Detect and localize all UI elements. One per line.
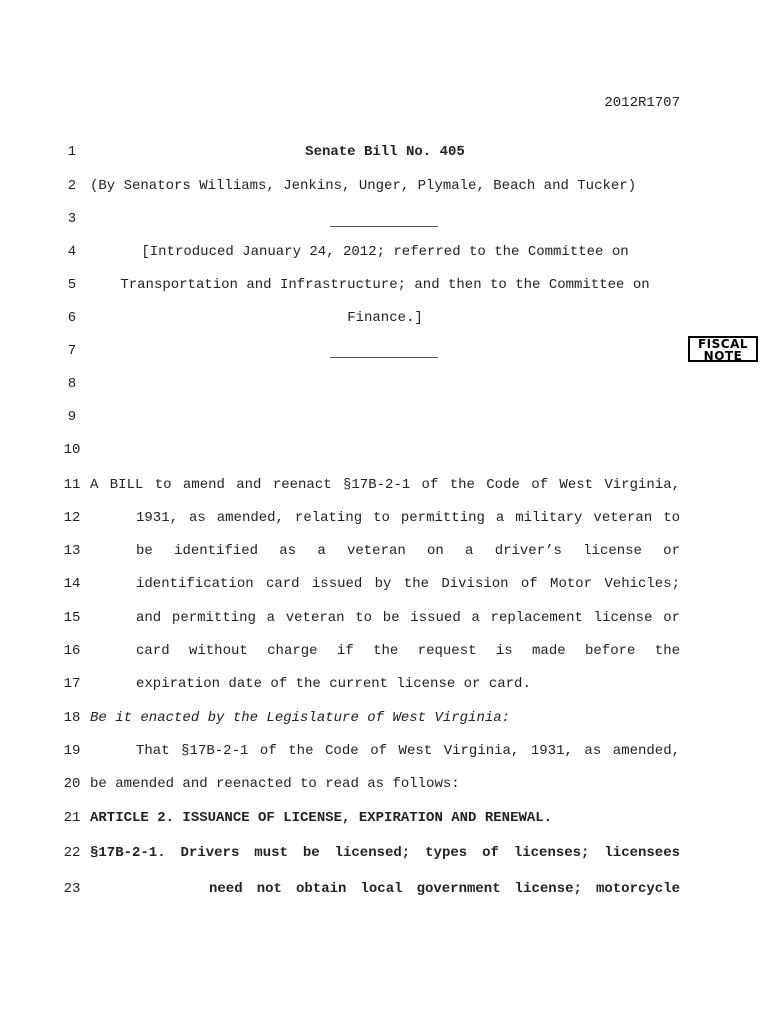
line-number: 3 — [67, 211, 77, 227]
line-number: 18 — [63, 710, 81, 726]
line-number: 8 — [67, 376, 77, 392]
line-number: 7 — [67, 343, 77, 359]
fiscal-note-line1: FISCAL — [697, 337, 749, 351]
line-number: 20 — [63, 776, 81, 792]
line-number: 13 — [63, 543, 81, 559]
divider-bottom — [330, 357, 438, 358]
section-heading-line: need not obtain local government license; motorcycle — [209, 881, 680, 897]
section-heading-line: §17B-2-1. Drivers must be licensed; types of licenses; licensees — [90, 845, 680, 861]
bill-text-line: card without charge if the request is made before the — [136, 643, 680, 659]
amendment-text-line: be amended and reenacted to read as follows: — [90, 776, 460, 792]
sponsors: (By Senators Williams, Jenkins, Unger, Plymale, Beach and Tucker) — [90, 178, 637, 194]
introduced-line: Finance.] — [347, 310, 423, 326]
line-number: 1 — [67, 144, 77, 160]
amendment-text-line: That §17B-2-1 of the Code of West Virginia, 1931, as amended, — [136, 743, 680, 759]
line-number: 16 — [63, 643, 81, 659]
bill-text-line: identification card issued by the Division of Motor Vehicles; — [136, 576, 680, 592]
line-number: 9 — [67, 409, 77, 425]
article-heading: ARTICLE 2. ISSUANCE OF LICENSE, EXPIRATION AND RENEWAL. — [90, 810, 553, 826]
line-number: 15 — [63, 610, 81, 626]
divider-top — [330, 226, 438, 227]
line-number: 10 — [63, 442, 81, 458]
line-number: 12 — [63, 510, 81, 526]
bill-text-line: and permitting a veteran to be issued a replacement license or — [136, 610, 680, 626]
line-number: 19 — [63, 743, 81, 759]
introduced-line: Transportation and Infrastructure; and then to the Committee on — [120, 277, 650, 293]
bill-text-line: 1931, as amended, relating to permitting a military veteran to — [136, 510, 680, 526]
line-number: 17 — [63, 676, 81, 692]
line-number: 23 — [63, 881, 81, 897]
line-number: 22 — [63, 845, 81, 861]
line-number: 5 — [67, 277, 77, 293]
bill-text-line: expiration date of the current license or card. — [136, 676, 531, 692]
line-number: 11 — [63, 477, 81, 493]
enacting-clause: Be it enacted by the Legislature of West Virginia: — [90, 710, 511, 726]
introduced-line: [Introduced January 24, 2012; referred to the Committee on — [141, 244, 629, 260]
line-number: 4 — [67, 244, 77, 260]
line-number: 21 — [63, 810, 81, 826]
line-number: 2 — [67, 178, 77, 194]
bill-code: 2012R1707 — [604, 95, 680, 111]
bill-text-line: be identified as a veteran on a driver’s license or — [136, 543, 680, 559]
fiscal-note-line2: NOTE — [703, 349, 743, 363]
fiscal-note-stamp — [688, 336, 758, 362]
line-number: 6 — [67, 310, 77, 326]
bill-text-line: A BILL to amend and reenact §17B-2-1 of the Code of West Virginia, — [90, 477, 680, 493]
bill-title: Senate Bill No. 405 — [305, 144, 465, 160]
line-number: 14 — [63, 576, 81, 592]
